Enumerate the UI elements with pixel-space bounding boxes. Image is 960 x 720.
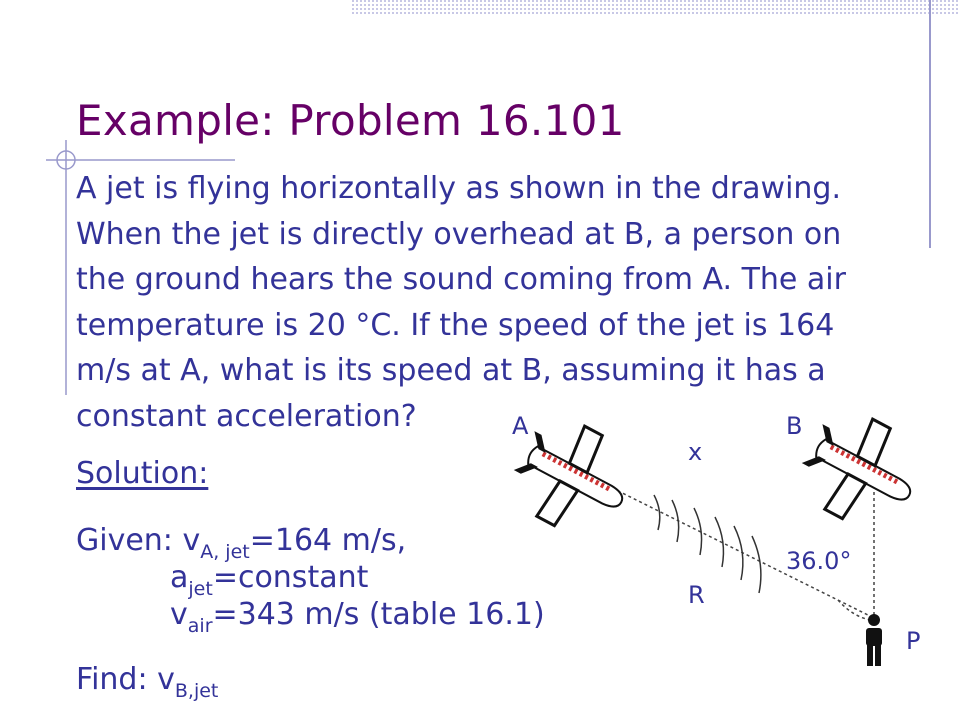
find-subscript: B,jet — [174, 680, 219, 702]
sound-wave-icon — [654, 495, 761, 593]
person-icon — [866, 614, 882, 666]
label-x: x — [688, 438, 703, 466]
air-speed-symbol: v — [170, 597, 188, 632]
find-symbol: v — [157, 662, 175, 697]
jet-icon — [788, 399, 933, 541]
problem-line: When the jet is directly overhead at B, a person on — [76, 216, 842, 252]
problem-line: temperature is 20 °C. If the speed of the jet is 164 — [76, 307, 835, 343]
acceleration-symbol: a — [170, 560, 189, 595]
solution-heading: Solution: — [76, 456, 209, 491]
angle-label: 36.0° — [786, 547, 852, 575]
sight-lines — [580, 472, 874, 618]
air-speed-value: =343 m/s (table 16.1) — [212, 597, 545, 632]
label-p: P — [906, 627, 921, 655]
slide-title: Example: Problem 16.101 — [76, 96, 625, 145]
given-label: Given: — [76, 523, 173, 558]
label-a: A — [512, 412, 529, 440]
problem-line: A jet is flying horizontally as shown in the drawing. — [76, 171, 841, 206]
acceleration-subscript: jet — [188, 578, 213, 600]
problem-line: constant acceleration? — [76, 398, 417, 434]
label-r: R — [688, 581, 705, 609]
velocity-symbol: v — [182, 523, 201, 558]
air-speed-subscript: air — [187, 615, 213, 637]
problem-line: m/s at A, what is its speed at B, assuming it has a — [76, 353, 826, 388]
velocity-subscript: A, jet — [200, 541, 250, 563]
acceleration-value: =constant — [212, 560, 369, 595]
label-b: B — [786, 412, 803, 440]
problem-line: the ground hears the sound coming from A. The air — [76, 262, 846, 297]
angle-arc-icon — [838, 600, 870, 620]
velocity-value: =164 m/s, — [249, 523, 407, 558]
find-label: Find: — [76, 662, 148, 697]
